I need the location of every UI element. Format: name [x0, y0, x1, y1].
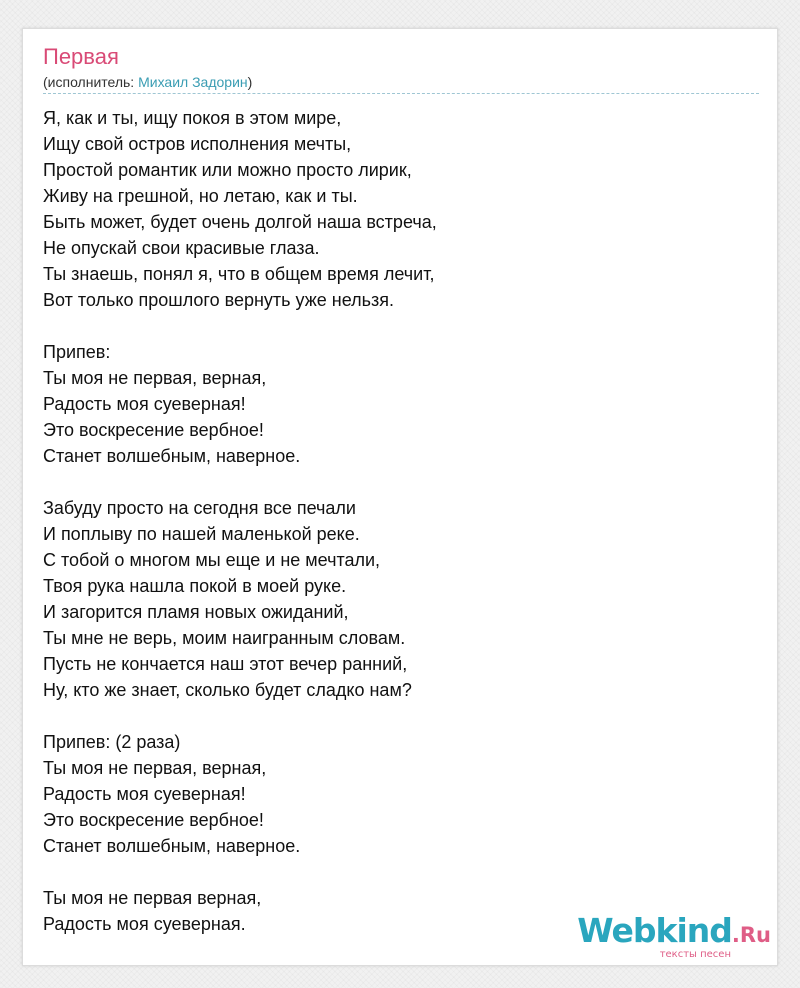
logo-tld: .Ru [731, 923, 771, 947]
lyric-line: Ты моя не первая верная, [43, 888, 262, 908]
lyric-line: Ты моя не первая, верная, [43, 368, 267, 388]
logo-wordmark [577, 913, 771, 953]
stanza [43, 105, 743, 313]
lyric-line: Это воскресение вербное! [43, 810, 264, 830]
artist-link[interactable]: Михаил Задорин [138, 74, 248, 90]
lyric-line: Быть может, будет очень долгой наша встреча, [43, 212, 437, 232]
lyric-line: Живу на грешной, но летаю, как и ты. [43, 186, 358, 206]
artist-line [43, 73, 252, 91]
lyric-line: Это воскресение вербное! [43, 420, 264, 440]
webkind-logo[interactable] [577, 913, 771, 961]
lyrics-body [43, 105, 743, 963]
lyric-line: Не опускай свои красивые глаза. [43, 238, 320, 258]
lyric-line: Твоя рука нашла покой в моей руке. [43, 576, 347, 596]
lyric-line: Ну, кто же знает, сколько будет сладко нам? [43, 680, 412, 700]
stanza [43, 339, 743, 469]
artist-suffix: ) [247, 74, 253, 90]
stanza [43, 729, 743, 859]
logo-tagline: тексты песен [659, 949, 731, 960]
stanza [43, 495, 743, 703]
lyric-line: Я, как и ты, ищу покоя в этом мире, [43, 108, 342, 128]
lyric-line: Станет волшебным, наверное. [43, 446, 301, 466]
lyric-line: Радость моя суеверная! [43, 394, 246, 414]
lyric-line: Забуду просто на сегодня все печали [43, 498, 356, 518]
lyric-line: Ты моя не первая, верная, [43, 758, 267, 778]
song-title: Первая [43, 44, 119, 69]
lyric-line: Радость моя суеверная! [43, 784, 246, 804]
lyric-line: И поплыву по нашей маленькой реке. [43, 524, 360, 544]
lyric-line: Радость моя суеверная. [43, 914, 246, 934]
artist-prefix: (исполнитель: [43, 74, 139, 90]
lyrics-card [22, 28, 778, 966]
lyric-line: Ты мне не верь, моим наигранным словам. [43, 628, 406, 648]
lyric-line: С тобой о многом мы еще и не мечтали, [43, 550, 381, 570]
lyric-line: Вот только прошлого вернуть уже нельзя. [43, 290, 395, 310]
lyric-line: Станет волшебным, наверное. [43, 836, 301, 856]
lyric-line: Ищу свой остров исполнения мечты, [43, 134, 352, 154]
lyric-line: Пусть не кончается наш этот вечер ранний, [43, 654, 408, 674]
lyric-line: Припев: [43, 342, 111, 362]
lyric-line: И загорится пламя новых ожиданий, [43, 602, 349, 622]
lyric-line: Простой романтик или можно просто лирик, [43, 160, 412, 180]
lyric-line: Припев: (2 раза) [43, 732, 181, 752]
lyric-line: Ты знаешь, понял я, что в общем время лечит, [43, 264, 435, 284]
divider [43, 93, 759, 94]
logo-name: Webkind [577, 911, 732, 950]
